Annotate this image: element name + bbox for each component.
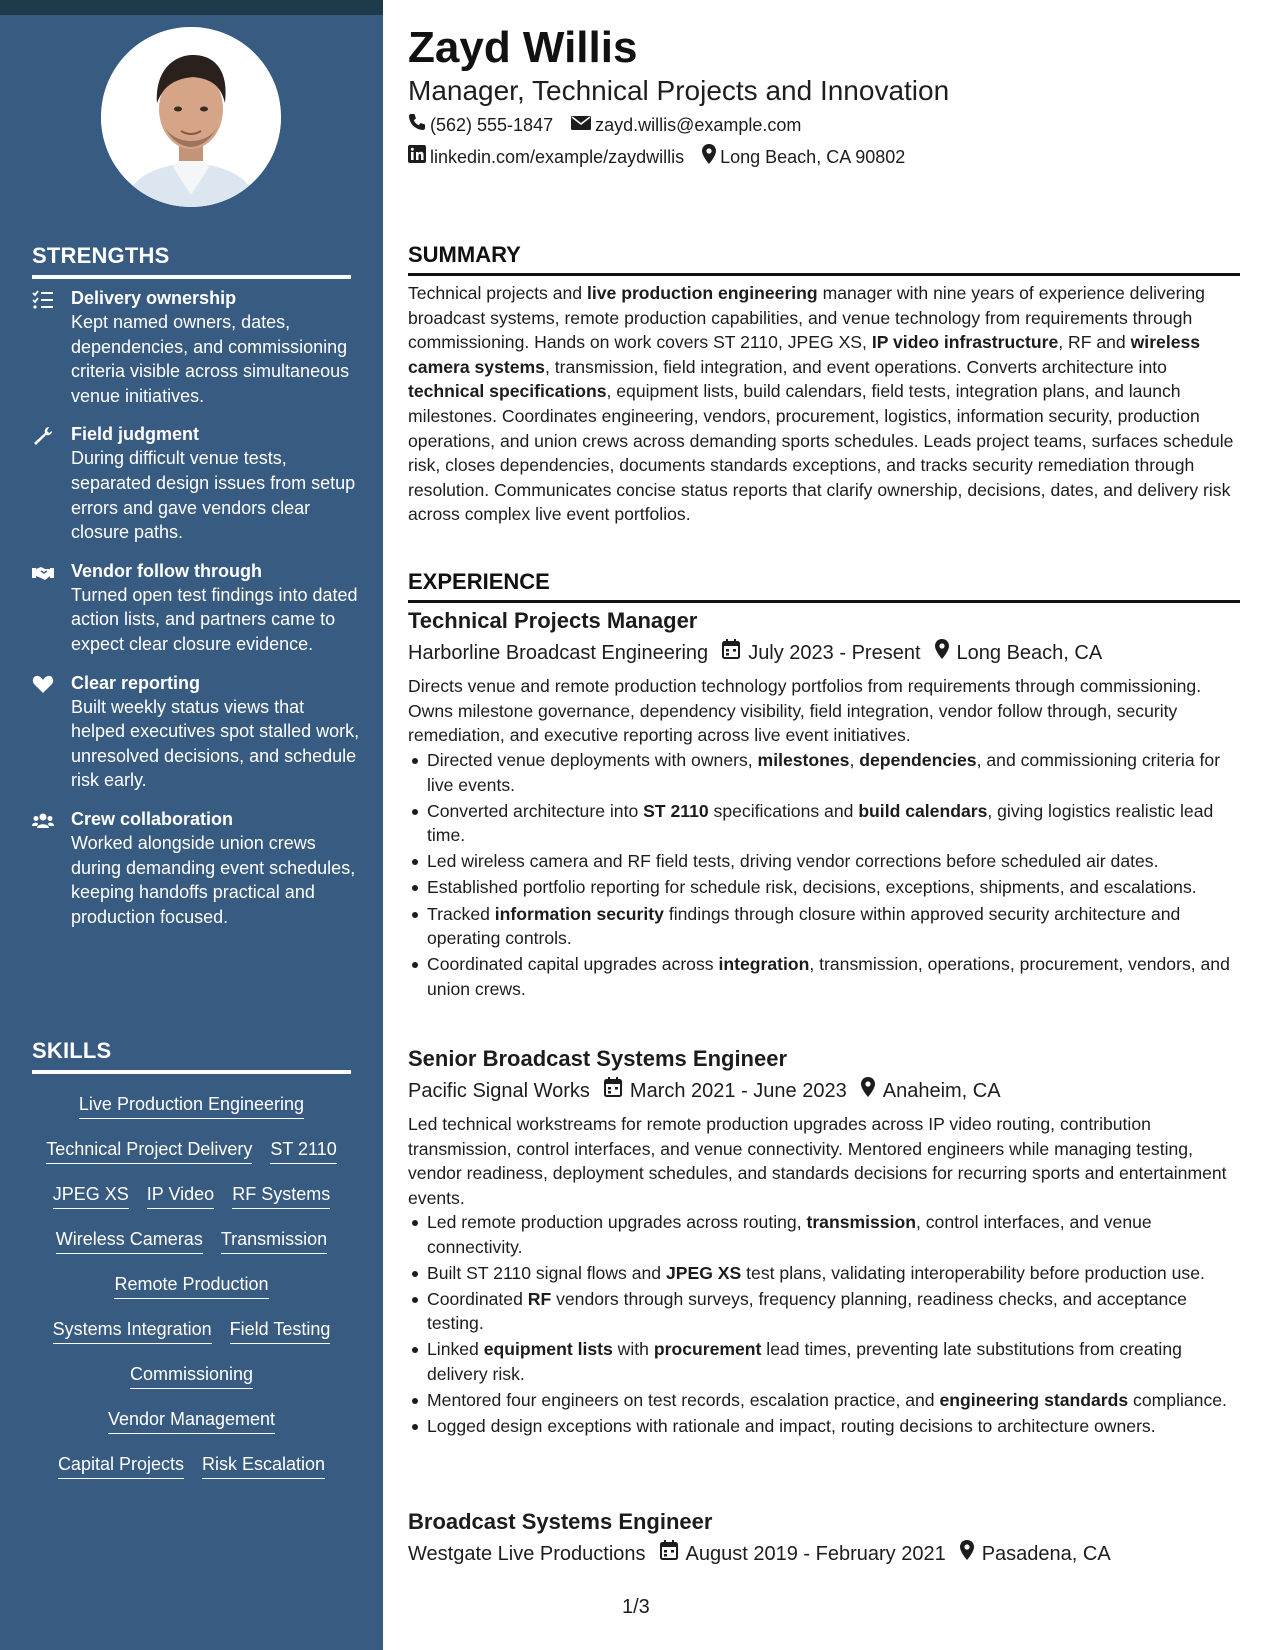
job-title: Technical Projects Manager — [408, 608, 698, 633]
strength-item — [32, 423, 362, 544]
bullet-item: Directed venue deployments with owners, milestones, dependencies, and commissioning criteria for live events. — [408, 748, 1240, 797]
heart-icon — [32, 675, 54, 695]
experience-heading: EXPERIENCE — [408, 569, 1240, 603]
bullet-item: Logged design exceptions with rationale and impact, routing decisions to architecture owners. — [408, 1414, 1240, 1439]
company-name: Harborline Broadcast Engineering — [408, 641, 709, 664]
phone-link[interactable]: (562) 555-1847 — [430, 115, 554, 135]
candidate-title: Manager, Technical Projects and Innovation — [408, 75, 950, 106]
checklist-icon — [32, 290, 54, 310]
skill-tag: Commissioning — [130, 1362, 253, 1389]
job-location: Pasadena, CA — [981, 1542, 1111, 1565]
calendar-icon — [708, 639, 748, 666]
strength-item — [32, 672, 362, 793]
phone-icon — [408, 113, 430, 137]
wrench-icon — [32, 426, 54, 446]
skill-tag: Wireless Cameras — [56, 1227, 203, 1254]
location-text: Long Beach, CA 90802 — [720, 147, 906, 167]
bullet-item: Established portfolio reporting for schedule risk, decisions, exceptions, shipments, and escalations. — [408, 875, 1240, 900]
envelope-icon — [571, 113, 595, 137]
skill-tag: Vendor Management — [108, 1407, 275, 1434]
strength-item — [32, 287, 362, 408]
handshake-icon — [32, 563, 54, 583]
job-meta — [408, 1077, 1001, 1104]
skills-list — [32, 1092, 351, 1497]
skill-tag: Risk Escalation — [202, 1452, 325, 1479]
strengths-heading: STRENGTHS — [32, 243, 351, 279]
job-meta — [408, 639, 1102, 666]
job-location: Anaheim, CA — [882, 1079, 1001, 1102]
profile-photo — [101, 27, 281, 207]
bullet-item: Mentored four engineers on test records, escalation practice, and engineering standards compliance. — [408, 1388, 1240, 1413]
email-link[interactable]: zayd.willis@example.com — [595, 115, 802, 135]
sidebar — [0, 15, 383, 1650]
map-pin-icon — [946, 1540, 982, 1567]
skill-tag: RF Systems — [232, 1182, 330, 1209]
skill-tag: Remote Production — [114, 1272, 268, 1299]
bullet-item: Coordinated capital upgrades across integration, transmission, operations, procurement, vendors, and union crews. — [408, 952, 1240, 1001]
summary-text: Technical projects and live production engineering manager with nine years of experience delivering broadcast systems, remote production capabilities, and venue technology from requirements through commissioning. Hands on work covers ST 2110, JPEG XS, IP video infrastructure, RF and wireless camera systems, transmission, field integration, and event operations. Converts architecture into technical specifications, equipment lists, build calendars, field tests, integration plans, and launch milestones. Coordinates engineering, vendors, procurement, logistics, information security, production operations, and union crews across demanding sports schedules. Leads project teams, surfaces schedule risk, closes dependencies, documents standards exceptions, and tracks security remediation through resolution. Communicates concise status reports that clarify ownership, decisions, dates, and delivery risk across complex live event portfolios. — [408, 283, 1234, 525]
skill-tag: Systems Integration — [53, 1317, 212, 1344]
company-name: Westgate Live Productions — [408, 1542, 646, 1565]
strength-title: Crew collaboration — [71, 808, 234, 829]
skill-tag: Live Production Engineering — [79, 1092, 304, 1119]
strength-description: Turned open test findings into dated action lists, and partners came to expect clear closure evidence. — [71, 584, 358, 654]
linkedin-link[interactable]: linkedin.com/example/zaydwillis — [430, 147, 685, 167]
job-bullets — [408, 748, 1240, 1003]
skills-heading: SKILLS — [32, 1038, 351, 1074]
job-summary: Directs venue and remote production technology portfolios from requirements through commissioning. Owns milestone governance, dependency visibility, field integration, vendor follow through, security remediation, and executive reporting across live event initiatives. — [408, 676, 1202, 746]
strength-description: During difficult venue tests, separated design issues from setup errors and gave vendors clear closure paths. — [71, 448, 356, 543]
skill-tag: Capital Projects — [58, 1452, 184, 1479]
strength-title: Clear reporting — [71, 672, 201, 693]
bullet-item: Coordinated RF vendors through surveys, frequency planning, readiness checks, and acceptance testing. — [408, 1287, 1240, 1336]
bullet-item: Tracked information security findings through closure within approved security architecture and operating controls. — [408, 902, 1240, 951]
skill-tag: Field Testing — [230, 1317, 331, 1344]
strength-description: Built weekly status views that helped executives spot stalled work, unresolved decisions, and schedule risk early. — [71, 696, 360, 791]
skill-tag: IP Video — [147, 1182, 214, 1209]
job-dates: March 2021 - June 2023 — [629, 1079, 847, 1102]
summary-heading: SUMMARY — [408, 242, 1240, 276]
job-meta — [408, 1540, 1111, 1567]
bullet-item: Built ST 2110 signal flows and JPEG XS test plans, validating interoperability before production use. — [408, 1261, 1240, 1286]
page-indicator: 1/3 — [622, 1596, 650, 1618]
strength-item — [32, 560, 362, 657]
job-dates: July 2023 - Present — [748, 641, 921, 664]
strength-description: Kept named owners, dates, dependencies, and commissioning criteria visible across simultaneous venue initiatives. — [71, 312, 350, 406]
strengths-list — [32, 287, 362, 944]
contact-row-1 — [408, 113, 801, 137]
map-pin-icon — [847, 1077, 883, 1104]
skill-tag: Transmission — [221, 1227, 327, 1254]
strength-title: Field judgment — [71, 424, 199, 445]
company-name: Pacific Signal Works — [408, 1079, 590, 1102]
strength-title: Delivery ownership — [71, 288, 237, 308]
skill-tag: Technical Project Delivery — [46, 1137, 252, 1164]
skill-tag: ST 2110 — [270, 1137, 336, 1164]
skill-tag: JPEG XS — [53, 1182, 129, 1209]
map-pin-icon — [921, 639, 957, 666]
bullet-item: Led remote production upgrades across routing, transmission, control interfaces, and venue connectivity. — [408, 1210, 1240, 1259]
job-location: Long Beach, CA — [956, 641, 1103, 664]
strength-item — [32, 808, 362, 929]
job-bullets — [408, 1210, 1240, 1440]
candidate-name: Zayd Willis — [408, 23, 638, 72]
bullet-item: Converted architecture into ST 2110 specifications and build calendars, giving logistics realistic lead time. — [408, 799, 1240, 848]
job-summary: Led technical workstreams for remote production upgrades across IP video routing, contribution transmission, control interfaces, and venue connectivity. Mentored engineers while managing testing, vendor readiness, deployment schedules, and standards decisions for recurring sports and entertainment events. — [408, 1114, 1227, 1208]
bullet-item: Linked equipment lists with procurement lead times, preventing late substitutions from creating delivery risk. — [408, 1337, 1240, 1386]
calendar-icon — [590, 1077, 630, 1104]
map-pin-icon — [702, 144, 720, 170]
strength-description: Worked alongside union crews during demanding event schedules, keeping handoffs practical and production focused. — [71, 832, 356, 927]
calendar-icon — [646, 1540, 686, 1567]
users-icon — [32, 811, 54, 831]
contact-row-2 — [408, 144, 905, 170]
job-dates: August 2019 - February 2021 — [685, 1542, 946, 1565]
job-title: Broadcast Systems Engineer — [408, 1509, 713, 1534]
linkedin-icon — [408, 145, 430, 169]
strength-title: Vendor follow through — [71, 560, 262, 581]
bullet-item: Led wireless camera and RF field tests, driving vendor corrections before scheduled air dates. — [408, 849, 1240, 874]
sidebar-top-band — [0, 0, 383, 15]
job-title: Senior Broadcast Systems Engineer — [408, 1046, 788, 1071]
